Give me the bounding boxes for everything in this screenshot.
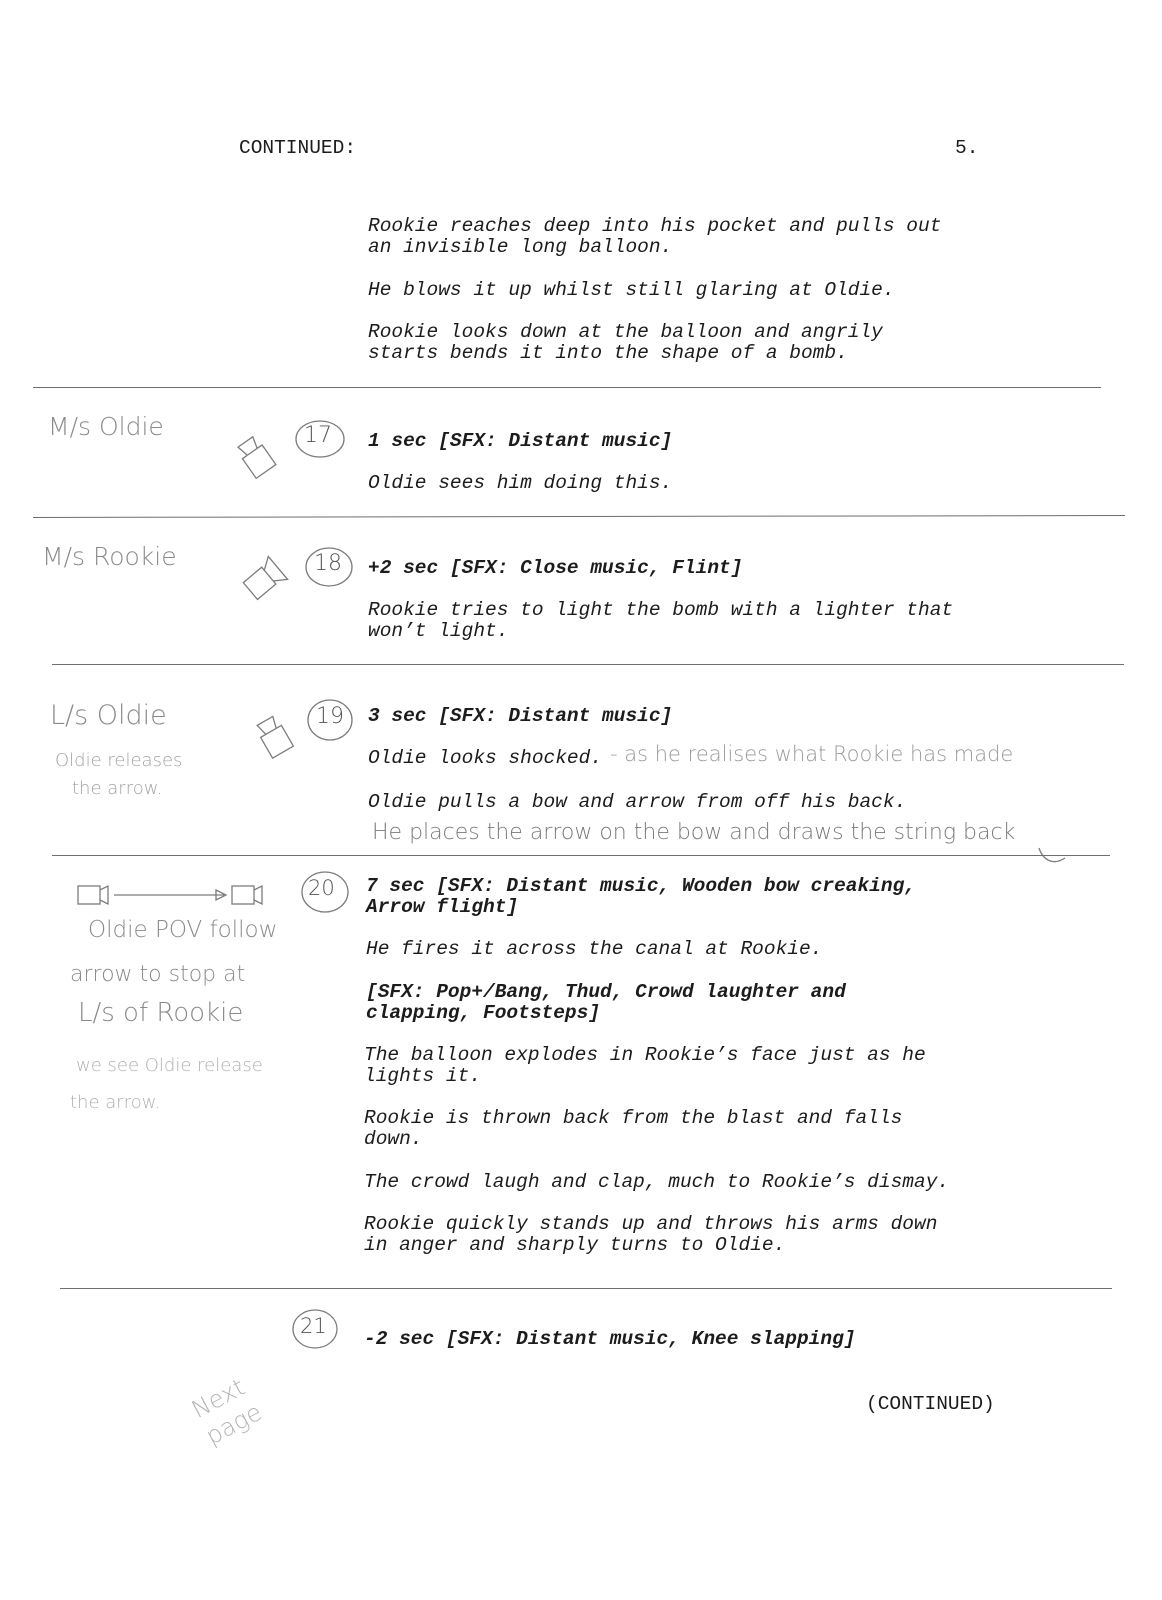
action-line: an invisible long balloon. [368, 236, 673, 258]
action-line: Rookie looks down at the balloon and angrily [368, 321, 883, 343]
handwritten-annotation: - as he realises what Rookie has made [610, 742, 1014, 766]
action-line: down. [364, 1128, 423, 1150]
handwritten-note-line: the arrow. [72, 778, 163, 799]
action-line: Oldie sees him doing this. [368, 472, 673, 494]
shot-number: 19 [316, 704, 344, 729]
handwritten-note-line: Oldie releases [55, 750, 183, 771]
handwritten-shot-note: M/s Rookie [42, 542, 177, 571]
action-line: Rookie tries to light the bomb with a lighter that [368, 599, 954, 621]
shot-timing: -2 sec [SFX: Distant music, Knee slapping] [364, 1328, 856, 1350]
sfx-line: clapping, Footsteps] [366, 1002, 601, 1024]
camera-pan-arrow-icon [74, 880, 294, 910]
handwritten-annotation: He places the arrow on the bow and draws the string back [372, 820, 1016, 845]
handwritten-note-line: L/s of Rookie [78, 998, 244, 1028]
action-line: The balloon explodes in Rookie’s face just as he [364, 1044, 926, 1066]
action-line: starts bends it into the shape of a bomb. [368, 342, 848, 364]
camera-tilted-up-icon [236, 552, 296, 606]
action-line: The crowd laugh and clap, much to Rookie’s dismay. [364, 1171, 950, 1193]
action-line: Oldie pulls a bow and arrow from off his back. [368, 791, 907, 813]
shot-divider [60, 1288, 1112, 1289]
handwritten-note-line: the arrow. [70, 1092, 161, 1113]
shot-timing: Arrow flight] [366, 896, 519, 918]
continued-footer: (CONTINUED) [866, 1393, 995, 1415]
action-line: He blows it up whilst still glaring at Oldie. [368, 279, 895, 301]
action-line: He fires it across the canal at Rookie. [366, 938, 823, 960]
action-line: Rookie reaches deep into his pocket and pulls out [368, 215, 942, 237]
handwritten-note-line: arrow to stop at [70, 962, 246, 987]
shot-timing: +2 sec [SFX: Close music, Flint] [368, 557, 743, 579]
shot-number: 20 [308, 876, 335, 900]
shot-timing: 7 sec [SFX: Distant music, Wooden bow creaking, [366, 875, 916, 897]
shot-number: 18 [314, 551, 342, 576]
shot-divider [52, 855, 1110, 856]
shot-timing: 1 sec [SFX: Distant music] [368, 430, 673, 452]
shot-number: 21 [300, 1314, 327, 1338]
action-line: lights it. [364, 1065, 482, 1087]
continued-header: CONTINUED: [239, 137, 357, 159]
shot-divider [33, 515, 1125, 518]
shot-divider [52, 664, 1124, 665]
action-line: Rookie quickly stands up and throws his arms down [364, 1213, 938, 1235]
handwritten-note-line: we see Oldie release [76, 1055, 263, 1076]
handwritten-stroke [1035, 842, 1075, 872]
handwritten-shot-note: Next page [187, 1372, 267, 1451]
action-line: Oldie looks shocked. [368, 747, 603, 769]
handwritten-shot-note: L/s Oldie [50, 700, 167, 731]
handwritten-shot-note: M/s Oldie [48, 412, 164, 441]
action-line: Rookie is thrown back from the blast and falls [364, 1107, 903, 1129]
shot-timing: 3 sec [SFX: Distant music] [368, 705, 673, 727]
action-line: won’t light. [368, 620, 509, 642]
sfx-line: [SFX: Pop+/Bang, Thud, Crowd laughter and [366, 981, 846, 1003]
shot-divider [33, 387, 1101, 388]
shot-number: 17 [304, 423, 332, 448]
page-number: 5. [955, 137, 979, 159]
action-line: in anger and sharply turns to Oldie. [364, 1234, 786, 1256]
camera-tilted-down-icon [250, 708, 306, 766]
handwritten-note-line: Oldie POV follow [88, 917, 278, 943]
camera-tilted-down-icon [232, 428, 292, 488]
